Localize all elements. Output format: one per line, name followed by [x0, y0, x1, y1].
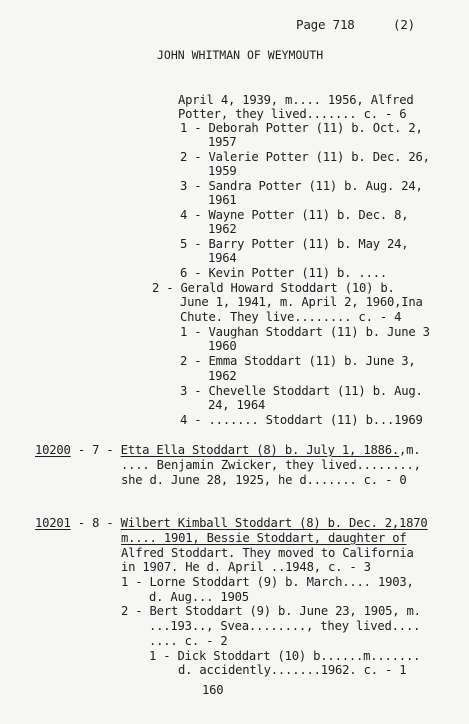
text-line: ...193.., Svea........, they lived....	[149, 619, 421, 633]
text-line: 4 - ....... Stoddart (11) b...1969	[180, 413, 423, 427]
text-line: 1 - Dick Stoddart (10) b......m.......	[149, 649, 421, 663]
text-line: Chute. They live........ c. - 4	[180, 310, 402, 324]
entry-name-tail: ,m.	[399, 443, 421, 457]
entry-name: Wilbert Kimball Stoddart (8) b. Dec. 2,1870	[120, 516, 428, 530]
page-number: 160	[202, 683, 224, 697]
text-line: 5 - Barry Potter (11) b. May 24,	[180, 237, 409, 251]
text-line: 1962	[208, 222, 237, 236]
text-line: d. Aug... 1905	[149, 590, 249, 604]
text-line: 1962	[208, 369, 237, 383]
text-line: 2 - Emma Stoddart (11) b. June 3,	[180, 354, 416, 368]
text-line: 3 - Chevelle Stoddart (11) b. Aug.	[180, 384, 423, 398]
entry-number: 10201	[35, 516, 71, 530]
entry-separator: - 8 -	[70, 516, 121, 530]
text-line: Alfred Stoddart. They moved to California	[121, 546, 414, 560]
text-line: in 1907. He d. April ..1948, c. - 3	[121, 560, 371, 574]
section-number: (2)	[393, 17, 415, 32]
text-line: 1 - Vaughan Stoddart (11) b. June 3	[180, 325, 430, 339]
text-line: 1 - Deborah Potter (11) b. Oct. 2,	[180, 121, 423, 135]
text-line: 1960	[208, 339, 237, 353]
text-line: 1 - Lorne Stoddart (9) b. March.... 1903,	[121, 575, 414, 589]
text-line: d. accidently.......1962. c. - 1	[178, 663, 407, 677]
entry-10200-header	[35, 443, 420, 457]
entry-10201-header	[35, 516, 428, 530]
text-line: 1957	[208, 135, 237, 149]
text-line: 2 - Bert Stoddart (9) b. June 23, 1905, m.	[121, 604, 421, 618]
text-line: 1959	[208, 164, 237, 178]
text-line: .... c. - 2	[149, 634, 228, 648]
entry-name: Etta Ella Stoddart (8) b. July 1, 1886.	[120, 443, 400, 457]
entry-separator: - 7 -	[70, 443, 121, 457]
text-line: she d. June 28, 1925, he d....... c. - 0	[121, 473, 407, 487]
text-line: 3 - Sandra Potter (11) b. Aug. 24,	[180, 179, 423, 193]
text-line: April 4, 1939, m.... 1956, Alfred	[178, 93, 414, 107]
text-line: m.... 1901, Bessie Stoddart, daughter of	[121, 531, 407, 545]
page-title: JOHN WHITMAN OF WEYMOUTH	[157, 48, 324, 62]
text-line: 24, 1964	[208, 398, 266, 412]
entry-number: 10200	[35, 443, 71, 457]
text-line: 1964	[208, 251, 237, 265]
text-line: 2 - Gerald Howard Stoddart (10) b.	[152, 281, 395, 295]
text-line: Potter, they lived....... c. - 6	[178, 107, 407, 121]
text-line: .... Benjamin Zwicker, they lived........,	[121, 458, 421, 472]
page-label: Page 718	[296, 17, 355, 32]
text-line: 6 - Kevin Potter (11) b. ....	[180, 266, 387, 280]
text-line: 4 - Wayne Potter (11) b. Dec. 8,	[180, 208, 409, 222]
text-line: June 1, 1941, m. April 2, 1960,Ina	[180, 295, 423, 309]
text-line: 1961	[208, 193, 237, 207]
text-line: 2 - Valerie Potter (11) b. Dec. 26,	[180, 150, 430, 164]
